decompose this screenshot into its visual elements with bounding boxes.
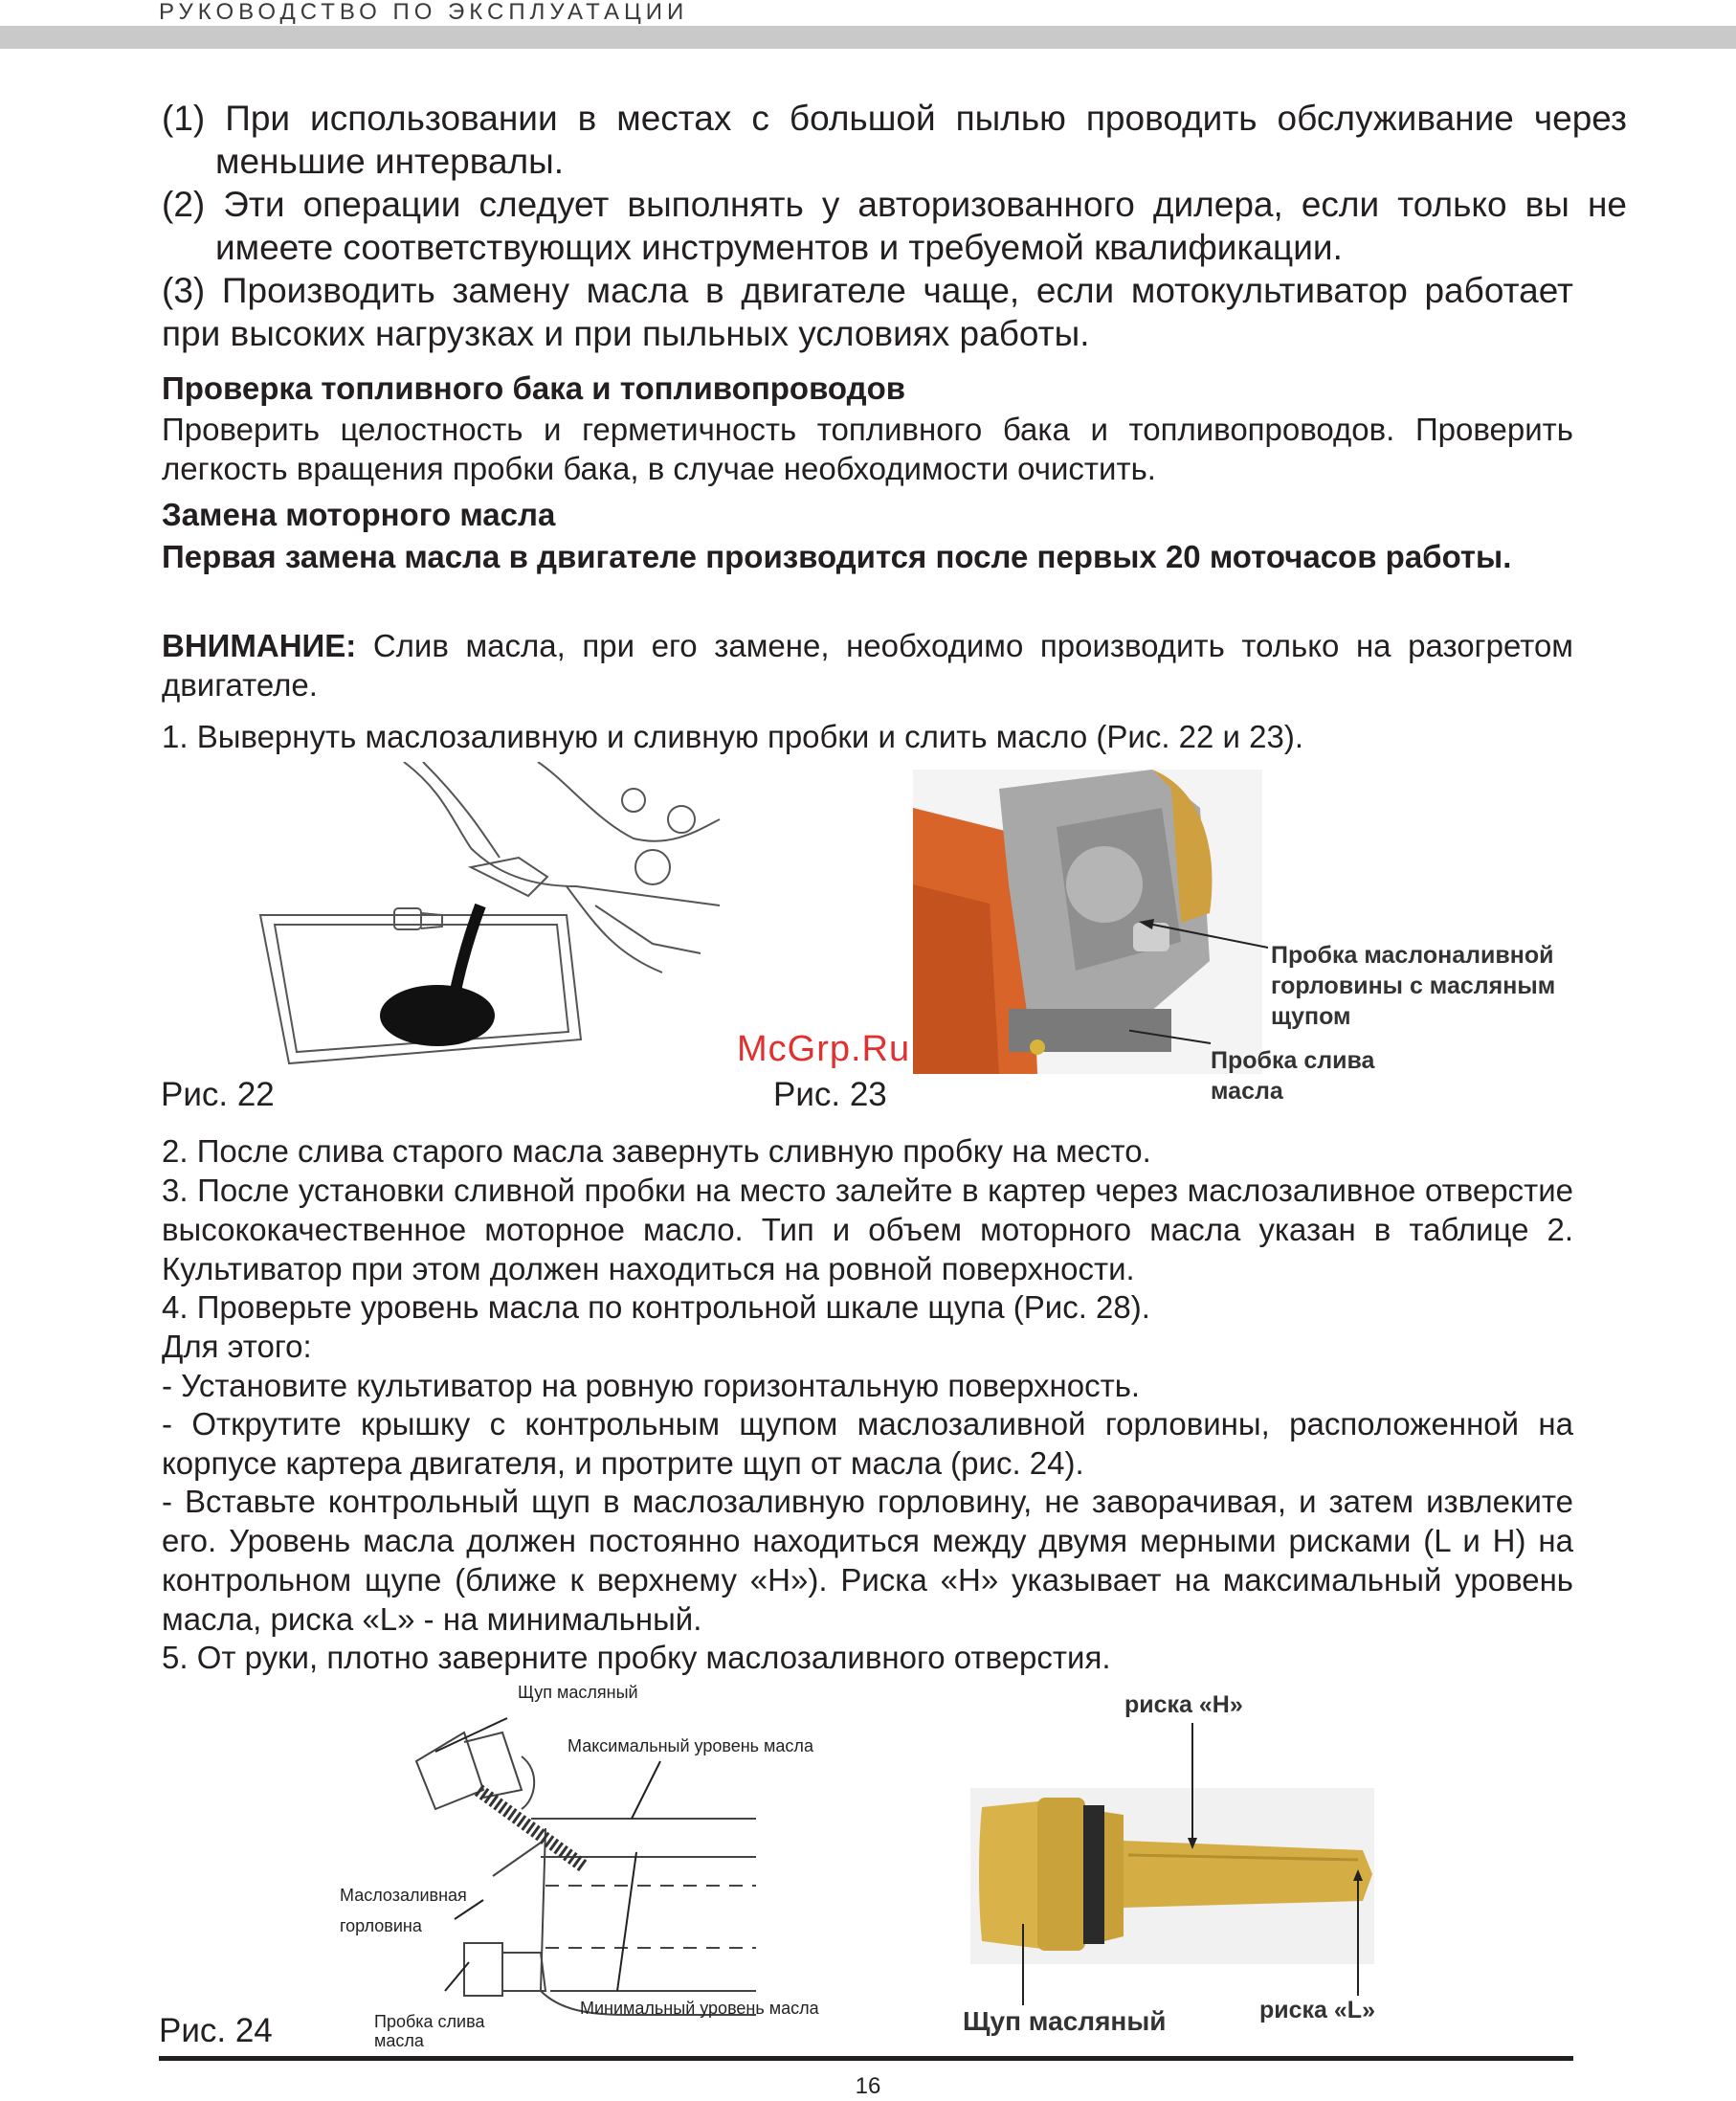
figure-22-label: Рис. 22 (161, 1076, 275, 1113)
fuel-check-heading: Проверка топливного бака и топливопроводов (162, 370, 906, 406)
note-3: (3) Производить замену масла в двигателе чаще, если мотокультиватор работает при высоких нагрузках и при пыльных условиях работы. (162, 271, 1573, 353)
step-2: 2. После слива старого масла завернуть сливную пробку на место. (162, 1133, 1151, 1169)
fig24-min-label: Минимальный уровень масла (580, 1999, 819, 2018)
page-number: 16 (855, 2073, 881, 2099)
dipstick-thread (479, 1790, 584, 1866)
fig23-callout-filler: Пробка маслоналивной горловины с масляным щупом (1271, 942, 1556, 1030)
oil-puddle (380, 985, 495, 1046)
first-oil-change: Первая замена масла в двигателе производится после первых 20 моточасов работы. (162, 539, 1512, 574)
running-header: РУКОВОДСТВО ПО ЭКСПЛУАТАЦИИ (159, 0, 689, 25)
substep-unscrew-cap: - Открутите крышку с контрольным щупом маслозаливной горловины, расположенной на корпусе картера двигателя, и протрите щуп от масла (рис. 24). (162, 1406, 1573, 1481)
fig24-filler-neck-label: Маслозаливная горловина (340, 1886, 467, 1935)
warning-paragraph (162, 626, 1573, 704)
figure-24-label: Рис. 24 (159, 2012, 273, 2049)
step-3: 3. После установки сливной пробки на место залейте в картер через маслозаливное отверстие высококачественное моторное масло. Тип и объем моторного масла указан в таблице 2. Культиватор при этом должен находиться на ровной поверхности. (162, 1173, 1573, 1286)
substep-insert-dipstick: - Вставьте контрольный щуп в маслозаливную горловину, не заворачивая, и затем извлеките его. Уровень масла должен постоянно находиться между двумя мерными рисками (L и H) на контрольном щупе (ближе к верхнему «Н»). Риска «Н» указывает на максимальный уровень масла, риска «L» - на минимальный. (162, 1484, 1573, 1637)
for-this: Для этого: (162, 1329, 312, 1364)
fig24-dipstick-label: Щуп масляный (518, 1683, 638, 1702)
substep-level-ground: - Установите культиватор на ровную горизонтальную поверхность. (162, 1368, 1141, 1403)
fig24-max-label: Максимальный уровень масла (568, 1736, 813, 1755)
figure-23-label: Рис. 23 (773, 1076, 887, 1113)
header-bar (0, 26, 1736, 49)
photo-dipstick-label: Щуп масляный (963, 2006, 1167, 2036)
fuel-check-text: Проверить целостность и герметичность топливного бака и топливопроводов. Проверить легкость вращения пробки бака, в случае необходимости очистить. (162, 412, 1573, 486)
step-5: 5. От руки, плотно заверните пробку маслозаливного отверстия. (162, 1640, 1111, 1675)
oil-change-heading: Замена моторного масла (162, 497, 556, 532)
note-1: (1) При использовании в местах с большой пылью проводить обслуживание через меньшие интервалы. (162, 99, 1627, 181)
photo-mark-h-label: риска «Н» (1124, 1691, 1243, 1718)
fig24-drain-plug-label: Пробка слива масла (374, 2012, 485, 2050)
note-2: (2) Эти операции следует выполнять у авторизованного дилера, если только вы не имеете соответствующих инструментов и требуемой квалификации. (162, 185, 1627, 267)
figure-23-arrows (1129, 919, 1273, 1062)
fig23-callout-drain: Пробка слива масла (1211, 1047, 1375, 1105)
watermark: McGrp.Ru (737, 1029, 911, 1069)
warning-text: Слив масла, при его замене, необходимо производить только на разогретом двигателе. (162, 628, 1573, 703)
step-4: 4. Проверьте уровень масла по контрольной шкале щупа (Рис. 28). (162, 1289, 1150, 1325)
photo-mark-l-label: риска «L» (1259, 1997, 1375, 2023)
footer-rule (159, 2056, 1573, 2061)
dipstick-photo-arrows (1014, 1723, 1369, 2010)
warning-label: ВНИМАНИЕ: (162, 628, 357, 663)
step-1: 1. Вывернуть маслозаливную и сливную пробки и слить масло (Рис. 22 и 23). (162, 719, 1304, 754)
figure-22-drawing (251, 762, 729, 1092)
